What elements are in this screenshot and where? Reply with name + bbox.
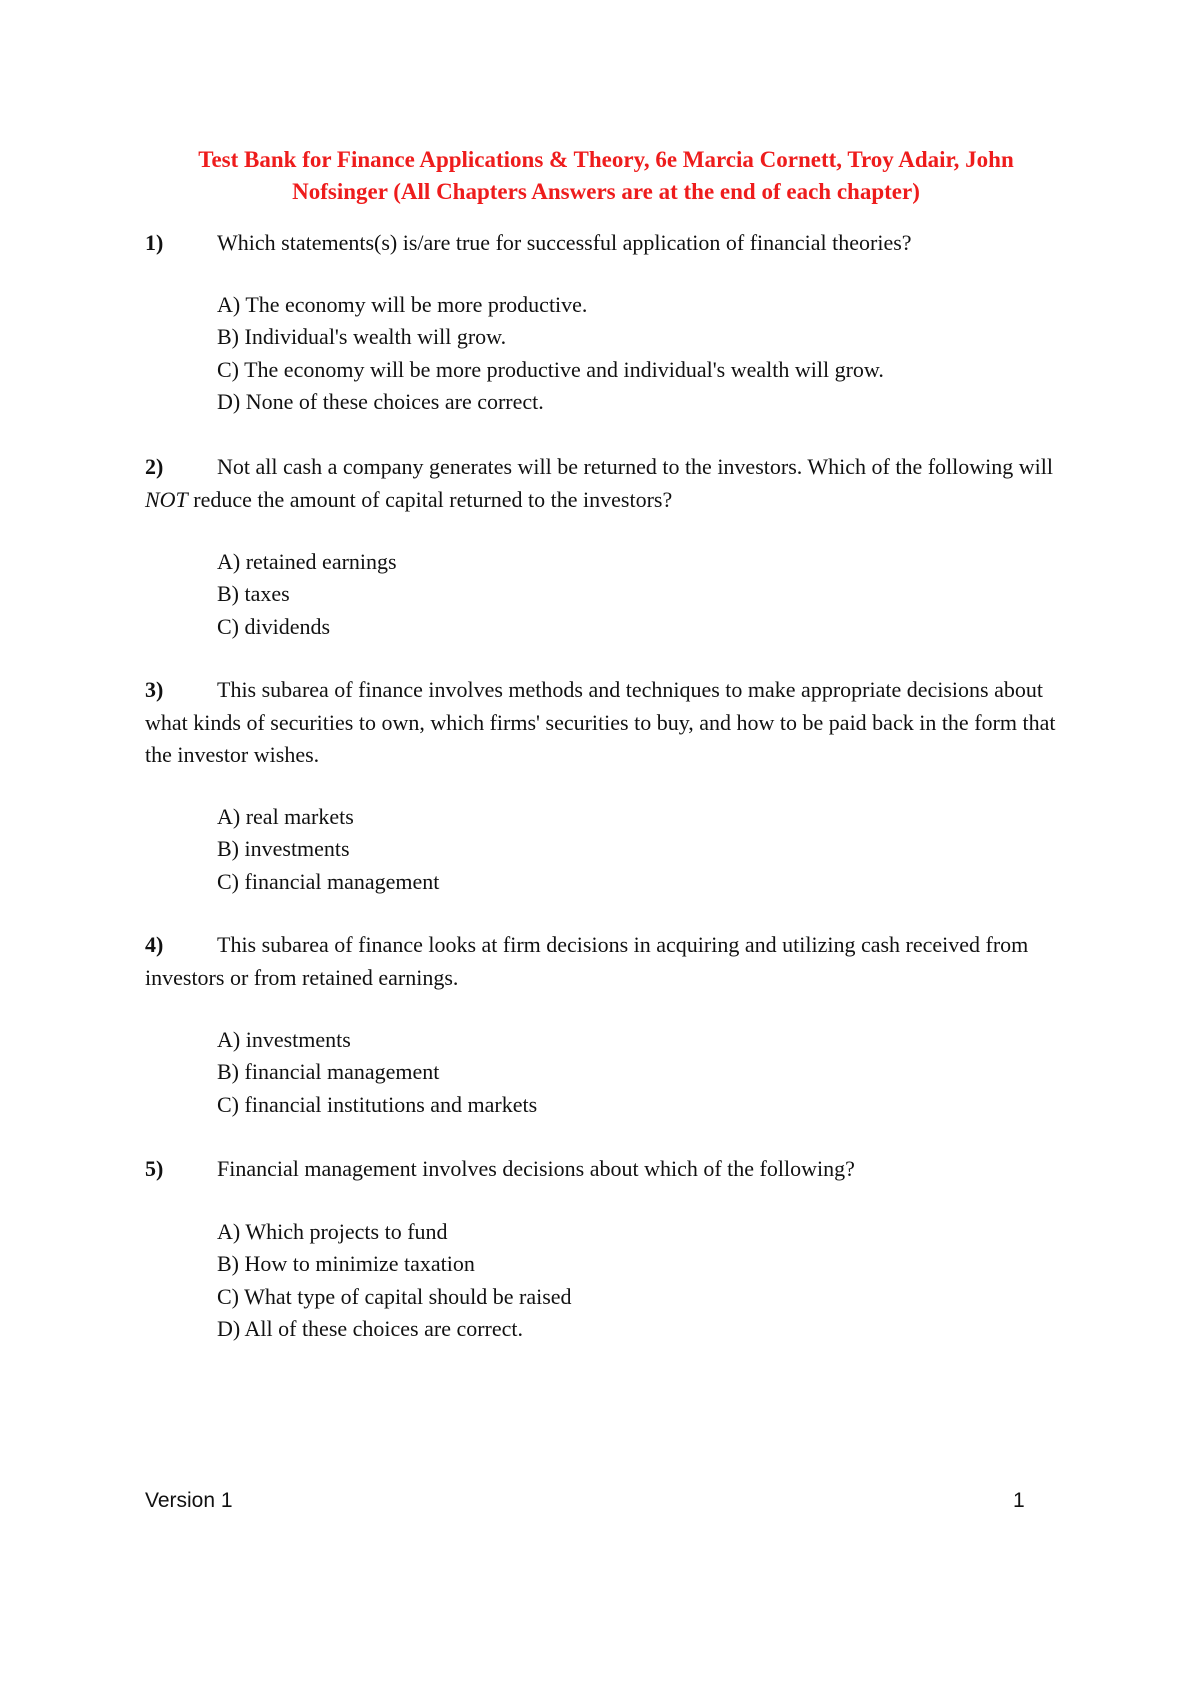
option-b: B) Individual's wealth will grow.	[217, 324, 507, 350]
option-a: A) real markets	[217, 804, 354, 829]
question-3	[145, 674, 1085, 772]
question-1-options	[217, 289, 884, 418]
option-c: C) dividends	[217, 613, 331, 639]
option-a: A) The economy will be more productive.	[217, 292, 588, 317]
question-5-options	[217, 1216, 572, 1345]
question-text-after: reduce the amount of capital returned to the investors?	[187, 486, 673, 512]
question-number: 1)	[145, 230, 164, 255]
question-text: Which statements(s) is/are true for successful application of financial theories?	[217, 230, 912, 255]
option-c: C) The economy will be more productive and individual's wealth will grow.	[217, 356, 884, 382]
option-a: A) retained earnings	[217, 549, 397, 574]
question-1	[145, 227, 1085, 260]
option-d: D) All of these choices are correct.	[217, 1315, 524, 1341]
question-number: 2)	[145, 454, 164, 479]
option-a: A) investments	[217, 1027, 351, 1052]
question-text: Financial management involves decisions about which of the following?	[217, 1156, 855, 1181]
question-text-emphasis: NOT	[145, 486, 188, 512]
option-c: C) financial management	[217, 868, 440, 894]
option-d: D) None of these choices are correct.	[217, 388, 544, 414]
option-c: C) What type of capital should be raised	[217, 1283, 572, 1309]
question-number: 3)	[145, 677, 164, 702]
question-text: This subarea of finance involves methods and techniques to make appropriate decisions about what kinds of securities to own, which firms' securities to buy, and how to be paid back in the form that the investor wishes.	[145, 677, 1056, 767]
option-a: A) Which projects to fund	[217, 1219, 448, 1244]
question-2	[145, 451, 1085, 516]
footer-page-number: 1	[1013, 1489, 1025, 1512]
option-b: B) How to minimize taxation	[217, 1251, 475, 1277]
option-b: B) investments	[217, 836, 350, 862]
question-3-options	[217, 801, 439, 898]
option-b: B) taxes	[217, 581, 290, 607]
question-2-options	[217, 546, 397, 643]
option-b: B) financial management	[217, 1059, 440, 1085]
question-4	[145, 929, 1085, 994]
option-c: C) financial institutions and markets	[217, 1091, 538, 1117]
footer-version: Version 1	[145, 1489, 233, 1512]
document-title: Test Bank for Finance Applications & Theory, 6e Marcia Cornett, Troy Adair, John Nofsinger (All Chapters Answers are at the end of each chapter)	[198, 147, 1014, 204]
question-number: 5)	[145, 1156, 164, 1181]
question-text: This subarea of finance looks at firm decisions in acquiring and utilizing cash received from investors or from retained earnings.	[145, 932, 1029, 990]
question-5	[145, 1153, 1085, 1186]
question-text-before: Not all cash a company generates will be returned to the investors. Which of the following will	[217, 454, 1053, 479]
question-number: 4)	[145, 932, 164, 957]
question-4-options	[217, 1024, 537, 1121]
